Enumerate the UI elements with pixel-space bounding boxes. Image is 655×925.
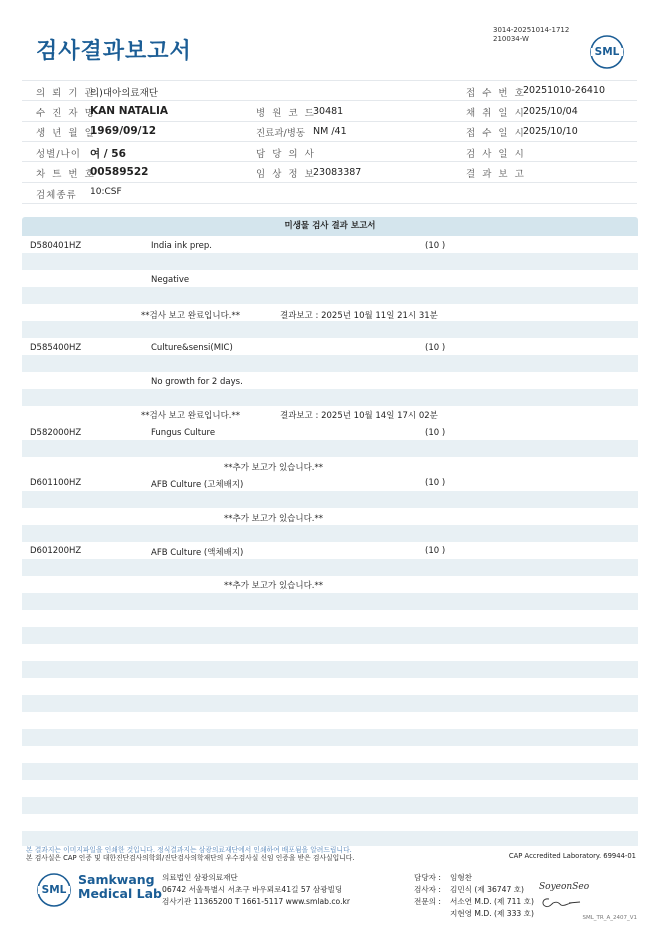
tester-value: 김민식 (제 36747 호) xyxy=(450,885,525,894)
report-timestamp: 결과보고 : 2025년 10월 14일 17시 02분 xyxy=(280,411,438,421)
report-timestamp: 결과보고 : 2025년 10월 11일 21시 31분 xyxy=(280,311,438,321)
report-complete-note: **검사 보고 완료입니다.** xyxy=(141,411,241,421)
test-code: D601200HZ xyxy=(30,546,82,556)
cap-accreditation: CAP Accredited Laboratory. 69944-01 xyxy=(508,852,636,860)
specialist-label: 전문의 : xyxy=(414,897,441,906)
test-qty: (10 ) xyxy=(425,428,446,438)
test-result: No growth for 2 days. xyxy=(151,377,243,387)
patient-value: KAN NATALIA xyxy=(90,105,169,117)
test-name: Fungus Culture xyxy=(151,428,216,438)
manager-value: 임형찬 xyxy=(450,873,473,882)
signature-2 xyxy=(539,896,583,910)
org-address: 06742 서울특별시 서초구 바우뫼로41길 57 삼광빌딩 xyxy=(162,885,343,894)
receipt-date-label: 접 수 일 시 xyxy=(466,128,526,139)
document-code-line2: 210034-W xyxy=(493,34,529,43)
clinical-info-label: 임 상 정 보 xyxy=(256,169,316,180)
dob-label: 생 년 월 일 xyxy=(36,128,96,139)
test-qty: (10 ) xyxy=(425,241,446,251)
receipt-no-label: 접 수 번 호 xyxy=(466,88,526,99)
specimen-value: 10:CSF xyxy=(90,187,122,197)
specialist-1: 서소연 M.D. (제 711 호) xyxy=(450,897,534,906)
chart-no-value: 00589522 xyxy=(90,166,149,178)
receipt-no-value: 20251010-26410 xyxy=(523,85,606,96)
test-name: AFB Culture (액체배지) xyxy=(151,548,244,558)
sex-age-value: 여 / 56 xyxy=(90,148,126,160)
test-name: Culture&sensi(MIC) xyxy=(151,343,233,353)
test-code: D585400HZ xyxy=(30,343,82,353)
manager-label: 담당자 : xyxy=(414,873,441,882)
chart-no-label: 차 트 번 호 xyxy=(36,169,96,180)
specialist-2: 지현영 M.D. (제 333 호) xyxy=(450,909,534,918)
receipt-date-value: 2025/10/10 xyxy=(523,126,578,137)
tester-label: 검사자 : xyxy=(414,885,441,894)
test-qty: (10 ) xyxy=(425,478,446,488)
specimen-label: 검체종류 xyxy=(36,190,77,201)
sml-footer-logo xyxy=(36,872,72,908)
collection-date-label: 채 취 일 시 xyxy=(466,108,526,119)
test-result: Negative xyxy=(151,275,190,285)
requesting-org-value: 의)대아의료재단 xyxy=(90,88,158,99)
brand-name xyxy=(78,873,162,901)
patient-label: 수 진 자 명 xyxy=(36,108,96,119)
signature-1: SoyeonSeo xyxy=(539,882,590,892)
form-version: SML_TR_A_2407_V1 xyxy=(582,915,637,921)
org-name: 의료법인 삼광의료재단 xyxy=(162,873,238,882)
test-qty: (10 ) xyxy=(425,343,446,353)
pending-report-note: **추가 보고가 있습니다.** xyxy=(224,463,324,473)
sml-logo xyxy=(589,34,625,70)
collection-date-value: 2025/10/04 xyxy=(523,106,578,117)
test-name: AFB Culture (고체배지) xyxy=(151,480,244,490)
pending-report-note: **추가 보고가 있습니다.** xyxy=(224,514,324,524)
report-complete-note: **검사 보고 완료입니다.** xyxy=(141,311,241,321)
sex-age-label: 성별/나이 xyxy=(36,149,81,160)
requesting-org-label: 의 뢰 기 관 xyxy=(36,88,96,99)
page-title: 검사결과보고서 xyxy=(36,39,192,64)
test-qty: (10 ) xyxy=(425,546,446,556)
test-name: India ink prep. xyxy=(151,241,212,251)
brand-line2: Medical Lab xyxy=(78,886,162,901)
dob-value: 1969/09/12 xyxy=(90,125,157,137)
org-contact: 검사기관 11365200 T 1661-5117 www.smlab.co.kr xyxy=(162,897,350,906)
test-code: D601100HZ xyxy=(30,478,82,488)
sml-footer-logo-text: SML xyxy=(41,884,67,896)
dept-value: NM /41 xyxy=(313,126,347,137)
exam-date-label: 검 사 일 시 xyxy=(466,149,526,160)
document-code-line1: 3014-20251014-1712 xyxy=(493,26,570,34)
test-code: D580401HZ xyxy=(30,241,82,251)
test-code: D582000HZ xyxy=(30,428,82,438)
doctor-label: 담 당 의 사 xyxy=(256,149,316,160)
accreditation-notice: 본 검사실은 CAP 인증 및 대한진단검사의학회/진단검사의학재단의 우수검사실 신임 인증을 받은 검사실입니다. xyxy=(26,854,355,862)
hospital-code-label: 병 원 코 드 xyxy=(256,108,316,119)
clinical-info-value: 23083387 xyxy=(313,167,362,178)
image-print-notice: 본 결과지는 이미지파일을 인쇄한 것입니다. 정식결과지는 삼광의료재단에서 인쇄하여 배포됨을 알려드립니다. xyxy=(26,846,352,854)
document-code xyxy=(493,26,569,43)
dept-label: 진료과/병동 xyxy=(256,128,306,139)
pending-report-note: **추가 보고가 있습니다.** xyxy=(224,581,324,591)
hospital-code-value: 30481 xyxy=(313,106,344,117)
results-title: 미생물 검사 결과 보고서 xyxy=(22,217,638,236)
brand-line1: Samkwang xyxy=(78,872,155,887)
sml-logo-text: SML xyxy=(594,46,620,58)
report-label: 결 과 보 고 xyxy=(466,169,526,180)
